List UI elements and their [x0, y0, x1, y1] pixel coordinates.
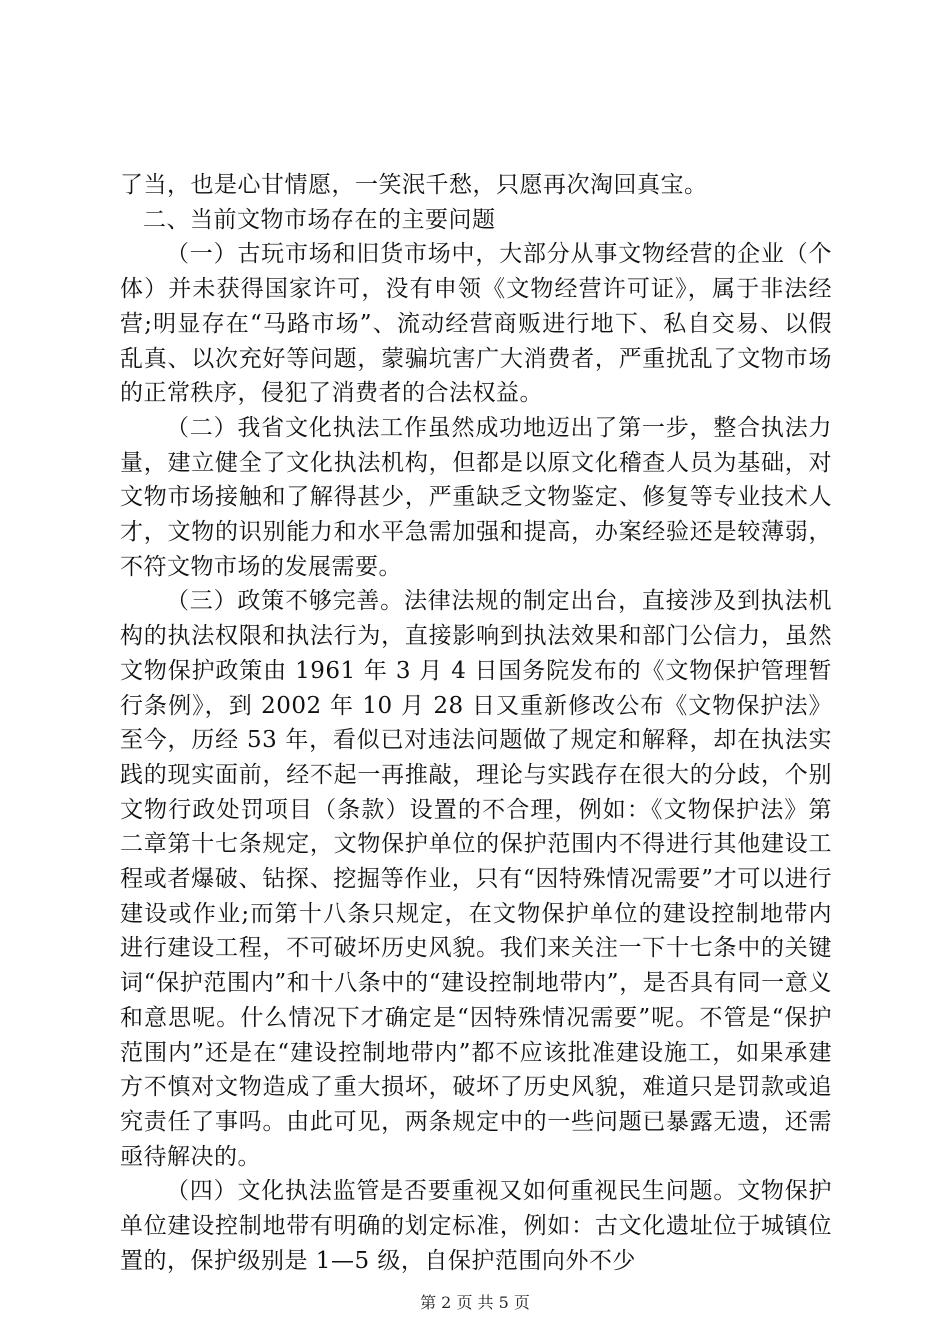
page-footer: 第 2 页 共 5 页 — [420, 1293, 530, 1312]
paragraph-item-3: （三）政策不够完善。法律法规的制定出台，直接涉及到执法机构的执法权限和执法行为，直接影响到执法效果和部门公信力，虽然文物保护政策由 1961 年 3 月 4 日国务院发布的《文物保护管理暂行条例》，到 2002 年 10 月 28 日又重新修改公布《文物保护法》至今，历经 53 年，看似已对违法问题做了规定和解释，却在执法实践的现实面前，经不起一再推敲，理论与实践存在很大的分歧，个别文物行政处罚项目（条款）设置的不合理，例如：《文物保护法》第二章第十七条规定，文物保护单位的保护范围内不得进行其他建设工程或者爆破、钻探、挖掘等作业，只有“因特殊情况需要”才可以进行建设或作业;而第十八条只规定，在文物保护单位的建设控制地带内进行建设工程，不可破坏历史风貌。我们来关注一下十七条中的关键词“保护范围内”和十八条中的“建设控制地带内”，是否具有同一意义和意思呢。什么情况下才确定是“因特殊情况需要”呢。不管是“保护范围内”还是在“建设控制地带内”都不应该批准建设施工，如果承建方不慎对文物造成了重大损坏，破坏了历史风貌，难道只是罚款或追究责任了事吗。由此可见，两条规定中的一些问题已暴露无遗，还需亟待解决的。 — [120, 588, 832, 1170]
paragraph-item-4: （四）文化执法监管是否要重视又如何重视民生问题。文物保护单位建设控制地带有明确的划定标准，例如：古文化遗址位于城镇位置的，保护级别是 1—5 级，自保护范围向外不少 — [120, 1178, 832, 1274]
paragraph-item-2: （二）我省文化执法工作虽然成功地迈出了第一步，整合执法力量，建立健全了文化执法机构，但都是以原文化稽查人员为基础，对文物市场接触和了解得甚少，严重缺乏文物鉴定、修复等专业技术人才，文物的识别能力和水平急需加强和提高，办案经验还是较薄弱，不符文物市场的发展需要。 — [120, 414, 832, 580]
paragraph-item-1: （一）古玩市场和旧货市场中，大部分从事文物经营的企业（个体）并未获得国家许可，没有申领《文物经营许可证》，属于非法经营;明显存在“马路市场”、流动经营商贩进行地下、私自交易、以假乱真、以次充好等问题，蒙骗坑害广大消费者，严重扰乱了文物市场的正常秩序，侵犯了消费者的合法权益。 — [120, 241, 832, 407]
document-body — [120, 168, 832, 1279]
paragraph-continuation: 了当，也是心甘情愿，一笑泯千愁，只愿再次淘回真宝。 — [120, 172, 708, 198]
section-heading: 二、当前文物市场存在的主要问题 — [143, 206, 496, 233]
